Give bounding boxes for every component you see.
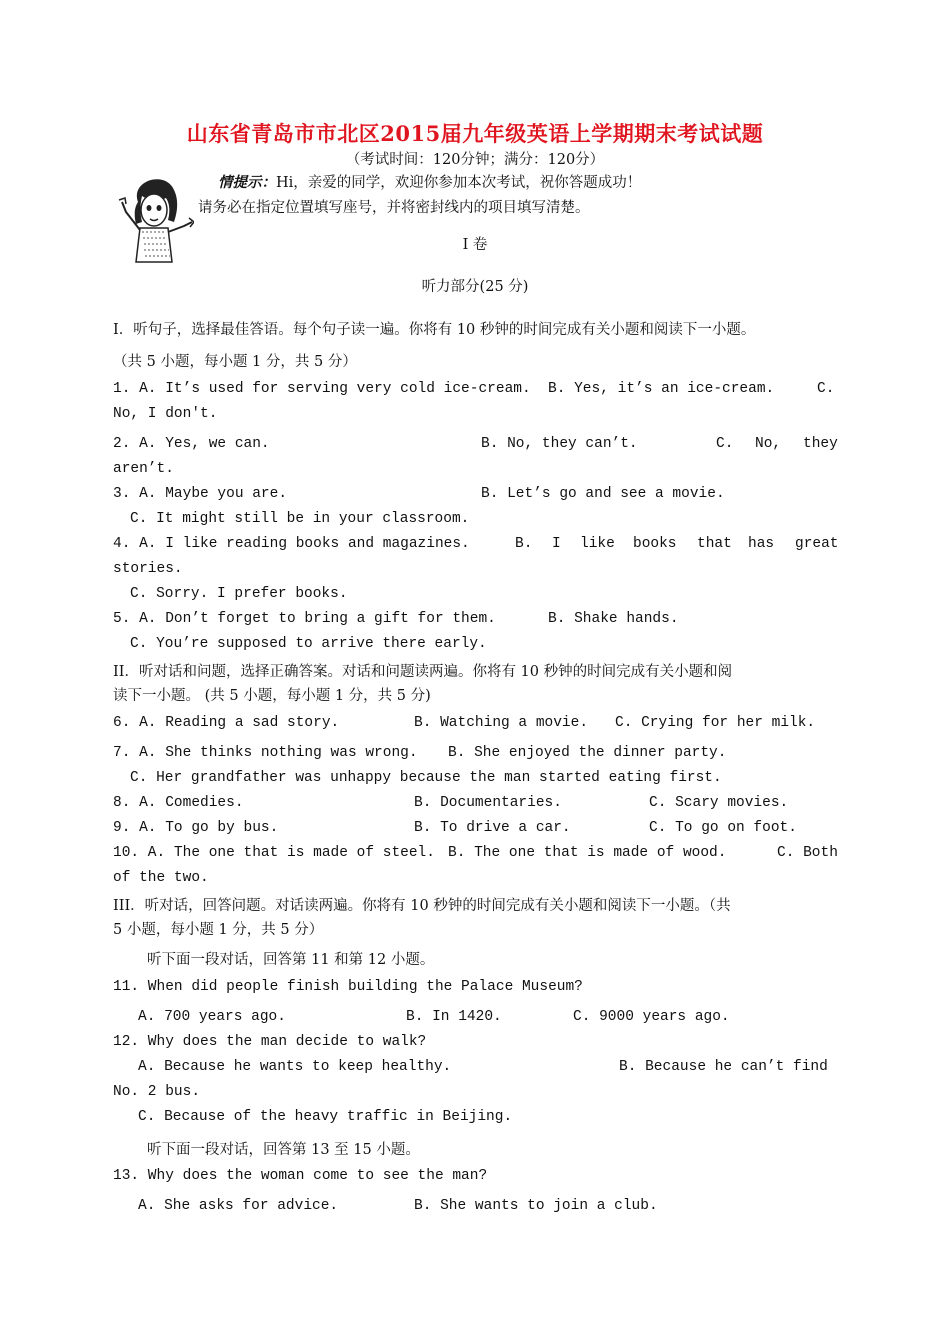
q4-word-like: like [580, 536, 615, 552]
q2-option-c: C. [716, 436, 734, 452]
q2-option-c-text: aren’t. [113, 461, 174, 477]
volume-heading: I 卷 [462, 237, 488, 253]
q4-word-i: I [552, 536, 561, 552]
section-2-scoring: 读下一小题。 (共 5 小题，每小题 1 分，共 5 分) [113, 688, 431, 704]
section-2-instruction: II．听对话和问题，选择正确答案。对话和问题读两遍。你将有 10 秒钟的时间完成有关小题和阅 [113, 664, 733, 680]
q1-option-a: 1. A. It’s used for serving very cold ice-cream. [113, 381, 531, 397]
q9-option-a: 9. A. To go by bus. [113, 820, 279, 836]
q8-option-b: B. Documentaries. [414, 795, 562, 811]
section-1-instruction: I．听句子，选择最佳答语。每个句子读一遍。你将有 10 秒钟的时间完成有关小题和阅读下一小题。 [113, 322, 756, 338]
q4-option-c: C. Sorry. I prefer books. [130, 586, 348, 602]
section-3-intro-2: 听下面一段对话，回答第 13 至 15 小题。 [147, 1142, 420, 1158]
q8-option-c: C. Scary movies. [649, 795, 789, 811]
q3-option-c: C. It might still be in your classroom. [130, 511, 470, 527]
q7-option-c: C. Her grandfather was unhappy because the man started eating first. [130, 770, 722, 786]
q8-option-a: 8. A. Comedies. [113, 795, 244, 811]
exam-title: 山东省青岛市市北区2015届九年级英语上学期期末考试试题 [186, 121, 764, 146]
q5-option-c: C. You’re supposed to arrive there early. [130, 636, 487, 652]
q1-option-c: C. [817, 381, 835, 397]
q11-option-c: C. 9000 years ago. [573, 1009, 730, 1025]
q1-option-c-text: No, I don't. [113, 406, 218, 422]
q7-option-a: 7. A. She thinks nothing was wrong. [113, 745, 418, 761]
q2-option-c-word2: they [803, 436, 838, 452]
section-3-intro-1: 听下面一段对话，回答第 11 和第 12 小题。 [147, 952, 435, 968]
q5-option-a: 5. A. Don’t forget to bring a gift for them. [113, 611, 496, 627]
q11-question: 11. When did people finish building the Palace Museum? [113, 979, 583, 995]
q4-word-great: great [795, 536, 839, 552]
tip-line-2: 请务必在指定位置填写座号，并将密封线内的项目填写清楚。 [198, 200, 590, 216]
q4-option-b: B. [515, 536, 533, 552]
q13-question: 13. Why does the woman come to see the man? [113, 1168, 488, 1184]
q2-option-a: 2. A. Yes, we can. [113, 436, 270, 452]
q4-word-that: that [697, 536, 732, 552]
q11-option-b: B. In 1420. [406, 1009, 502, 1025]
q2-option-c-word1: No, [755, 436, 782, 452]
q6-option-a: 6. A. Reading a sad story. [113, 715, 340, 731]
q9-option-b: B. To drive a car. [414, 820, 571, 836]
q7-option-b: B. She enjoyed the dinner party. [448, 745, 727, 761]
exam-subtitle: （考试时间：120分钟；满分：120分） [345, 152, 605, 168]
q5-option-b: B. Shake hands. [548, 611, 679, 627]
q12-option-b-text: No. 2 bus. [113, 1084, 201, 1100]
tip-label: 情提示： [218, 174, 276, 191]
q6-option-b: B. Watching a movie. [414, 715, 589, 731]
section-1-scoring: （共 5 小题，每小题 1 分，共 5 分） [113, 354, 357, 370]
tip-line [218, 171, 641, 192]
q4-option-a: 4. A. I like reading books and magazines. [113, 536, 470, 552]
q12-option-c: C. Because of the heavy traffic in Beijing. [138, 1109, 513, 1125]
q6-option-c: C. Crying for her milk. [615, 715, 816, 731]
section-3-scoring: 5 小题，每小题 1 分，共 5 分） [113, 922, 324, 938]
q4-word-books: books [633, 536, 677, 552]
q10-option-c: C. Both [777, 845, 838, 861]
q13-option-b: B. She wants to join a club. [414, 1198, 658, 1214]
q13-option-a: A. She asks for advice. [138, 1198, 339, 1214]
q4-option-b-text: stories. [113, 561, 183, 577]
part-heading: 听力部分(25 分) [421, 279, 529, 295]
q1-option-b: B. Yes, it’s an ice-cream. [548, 381, 775, 397]
q9-option-c: C. To go on foot. [649, 820, 797, 836]
q12-option-a: A. Because he wants to keep healthy. [138, 1059, 452, 1075]
q12-option-b: B. Because he can’t find [619, 1059, 828, 1075]
q2-option-b: B. No, they can’t. [481, 436, 638, 452]
q10-option-a: 10. A. The one that is made of steel. [113, 845, 435, 861]
q10-option-c-text: of the two. [113, 870, 209, 886]
q3-option-a: 3. A. Maybe you are. [113, 486, 288, 502]
q12-question: 12. Why does the man decide to walk? [113, 1034, 427, 1050]
q4-word-has: has [748, 536, 775, 552]
tip-text: Hi，亲爱的同学，欢迎你参加本次考试，祝你答题成功！ [276, 175, 642, 191]
q3-option-b: B. Let’s go and see a movie. [481, 486, 725, 502]
q11-option-a: A. 700 years ago. [138, 1009, 286, 1025]
section-3-instruction: III．听对话，回答问题。对话读两遍。你将有 10 秒钟的时间完成有关小题和阅读下一小题。（共 [113, 898, 731, 914]
q10-option-b: B. The one that is made of wood. [448, 845, 727, 861]
